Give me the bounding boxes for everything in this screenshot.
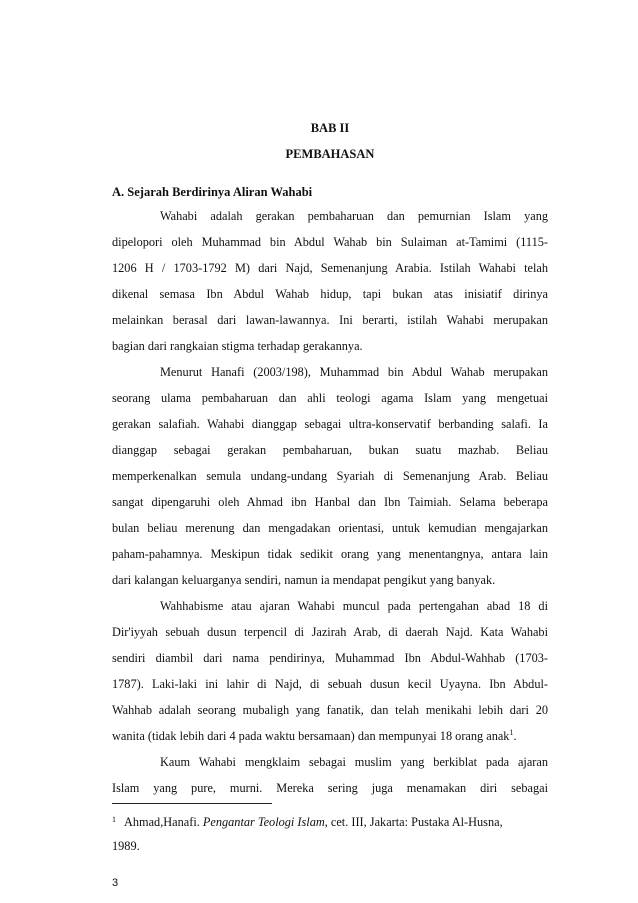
body-line: seorang ulama pembaharuan dan ahli teologi agama Islam yang mengetuai bbox=[112, 391, 548, 405]
body-line: sangat dipengaruhi oleh Ahmad ibn Hanbal dan Ibn Taimiah. Selama beberapa bbox=[112, 495, 548, 509]
footnote-title: Pengantar Teologi Islam bbox=[202, 815, 325, 829]
footnote-reference[interactable]: 1 bbox=[509, 729, 514, 737]
body-line: bagian dari rangkaian stigma terhadap gerakannya. bbox=[112, 339, 363, 353]
footnote-separator bbox=[112, 803, 272, 804]
body-line: paham-pahamnya. Meskipun tidak sedikit orang yang menentangnya, antara lain bbox=[112, 547, 548, 561]
page-number: 3 bbox=[112, 877, 119, 889]
footnote-year: 1989. bbox=[112, 839, 140, 853]
body-line: gerakan salafiah. Wahabi dianggap sebagai ultra-konservatif berbanding salafi. Ia bbox=[112, 417, 548, 431]
body-line: Dir'iyyah sebuah dusun terpencil di Jazirah Arab, di daerah Najd. Kata Wahabi bbox=[112, 625, 548, 639]
body-line: Islam yang pure, murni. Mereka sering juga menamakan diri sebagai bbox=[112, 781, 548, 795]
body-line: memperkenalkan semula undang-undang Syariah di Semenanjung Arab. Beliau bbox=[112, 469, 548, 483]
footnote-reference-suffix: . bbox=[513, 729, 517, 743]
body-line: sendiri diambil dari nama pendirinya, Muhammad Ibn Abdul-Wahhab (1703- bbox=[112, 651, 548, 665]
body-line: Wahhab adalah seorang mubaligh yang fanatik, dan telah menikahi lebih dari 20 bbox=[112, 703, 548, 717]
body-line: Kaum Wahabi mengklaim sebagai muslim yang berkiblat pada ajaran bbox=[160, 755, 548, 769]
body-line-text: wanita (tidak lebih dari 4 pada waktu bersamaan) dan mempunyai 18 orang anak bbox=[112, 729, 510, 743]
body-line: dianggap sebagai gerakan pembaharuan, bukan suatu mazhab. Beliau bbox=[112, 443, 548, 457]
section-heading: A. Sejarah Berdirinya Aliran Wahabi bbox=[112, 185, 313, 199]
body-line: 1787). Laki-laki ini lahir di Najd, di sebuah dusun kecil Uyayna. Ibn Abdul- bbox=[112, 677, 548, 691]
body-line: dikenal semasa Ibn Abdul Wahab hidup, tapi bukan atas inisiatif dirinya bbox=[112, 287, 548, 301]
body-line: bulan beliau merenung dan mengadakan orientasi, untuk kemudian mengajarkan bbox=[112, 521, 548, 535]
body-line-with-footnote bbox=[112, 729, 548, 743]
body-line: melainkan berasal dari lawan-lawannya. Ini berarti, istilah Wahabi merupakan bbox=[112, 313, 548, 327]
footnote-details: , cet. III, Jakarta: Pustaka Al-Husna, bbox=[324, 815, 503, 829]
body-line: Menurut Hanafi (2003/198), Muhammad bin Abdul Wahab merupakan bbox=[160, 365, 548, 379]
chapter-number: BAB II bbox=[310, 121, 350, 135]
body-line: 1206 H / 1703-1792 M) dari Najd, Semenanjung Arabia. Istilah Wahabi telah bbox=[112, 261, 548, 275]
body-line: Wahhabisme atau ajaran Wahabi muncul pada pertengahan abad 18 di bbox=[160, 599, 548, 613]
body-line: Wahabi adalah gerakan pembaharuan dan pemurnian Islam yang bbox=[160, 209, 548, 223]
chapter-title: PEMBAHASAN bbox=[285, 147, 375, 161]
footnote-marker: 1 bbox=[112, 815, 116, 824]
body-line: dari kalangan keluarganya sendiri, namun ia mendapat pengikut yang banyak. bbox=[112, 573, 496, 587]
body-line: dipelopori oleh Muhammad bin Abdul Wahab bin Sulaiman at-Tamimi (1115- bbox=[112, 235, 548, 249]
footnote-line bbox=[112, 813, 548, 829]
footnote-author: Ahmad,Hanafi. bbox=[124, 815, 200, 829]
